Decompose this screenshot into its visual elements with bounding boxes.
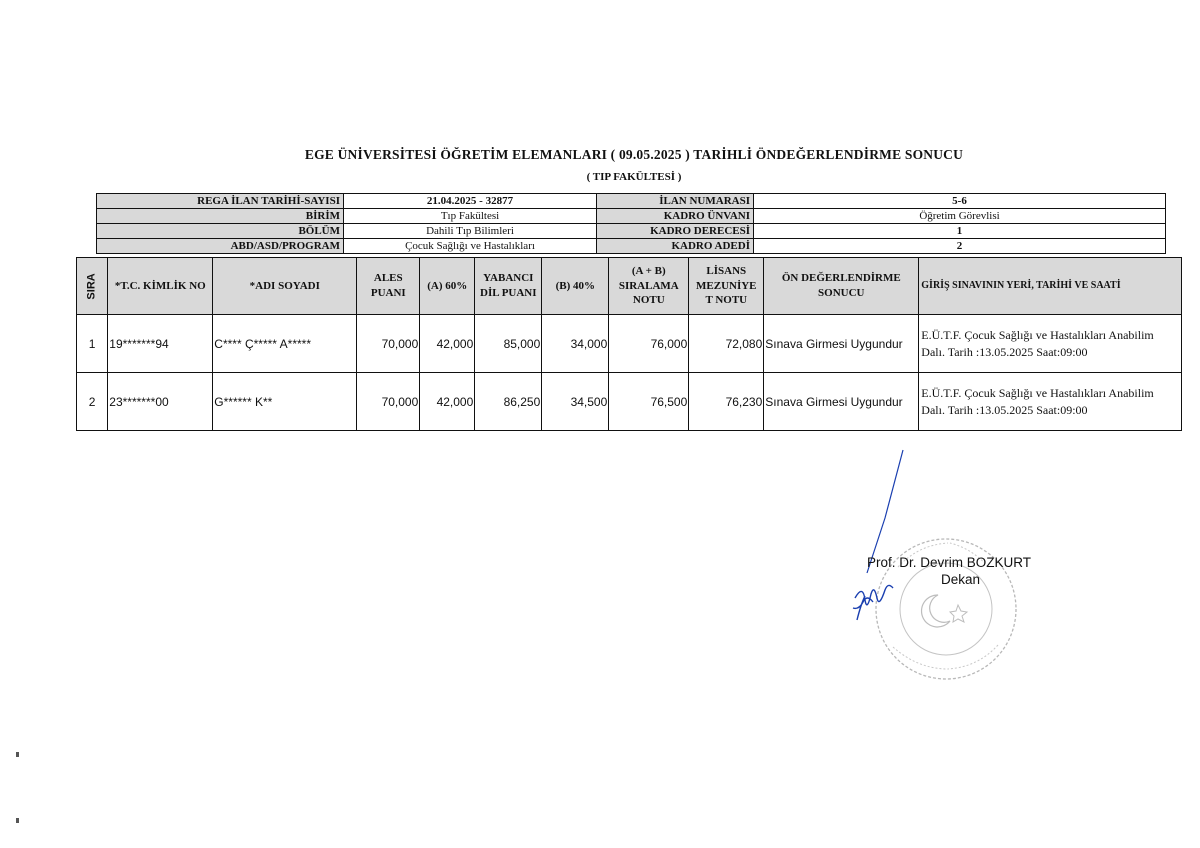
col-sonuc-header: ÖN DEĞERLENDİRME SONUCU bbox=[764, 258, 919, 315]
scan-artifact bbox=[16, 752, 19, 757]
row-sonuc: Sınava Girmesi Uygundur bbox=[764, 315, 919, 373]
col-ales-header: ALES PUANI bbox=[357, 258, 420, 315]
info-row bbox=[97, 239, 1166, 254]
signatory-title: Dekan bbox=[941, 572, 981, 587]
birim-value: Tıp Fakültesi bbox=[344, 209, 597, 224]
col-siralama-header: (A + B) SIRALAMA NOTU bbox=[609, 258, 689, 315]
rega-label: REGA İLAN TARİHİ-SAYISI bbox=[97, 194, 344, 209]
row-ales: 70,000 bbox=[357, 315, 420, 373]
rega-value: 21.04.2025 - 32877 bbox=[344, 194, 597, 209]
row-b: 34,500 bbox=[542, 373, 609, 431]
bolum-value: Dahili Tıp Bilimleri bbox=[344, 224, 597, 239]
col-sira-header bbox=[77, 258, 108, 315]
table-row bbox=[77, 373, 1182, 431]
row-a: 42,000 bbox=[420, 373, 475, 431]
kadro-unvani-label: KADRO ÜNVANI bbox=[597, 209, 754, 224]
row-lisans: 72,080 bbox=[689, 315, 764, 373]
row-giris: E.Ü.T.F. Çocuk Sağlığı ve Hastalıkları Anabilim Dalı. Tarih :13.05.2025 Saat:09:00 bbox=[919, 373, 1182, 431]
sira-header-label: SIRA bbox=[85, 272, 98, 300]
row-siralama: 76,000 bbox=[609, 315, 689, 373]
kadro-adedi-label: KADRO ADEDİ bbox=[597, 239, 754, 254]
row-sira: 2 bbox=[77, 373, 108, 431]
kadro-derecesi-label: KADRO DERECESİ bbox=[597, 224, 754, 239]
kadro-derecesi-value: 1 bbox=[754, 224, 1166, 239]
ilan-no-label: İLAN NUMARASI bbox=[597, 194, 754, 209]
info-row bbox=[97, 194, 1166, 209]
row-a: 42,000 bbox=[420, 315, 475, 373]
row-ales: 70,000 bbox=[357, 373, 420, 431]
table-row bbox=[77, 315, 1182, 373]
row-tc: 23*******00 bbox=[108, 373, 213, 431]
signature-scribble bbox=[845, 448, 915, 648]
col-yabanci-header: YABANCI DİL PUANI bbox=[475, 258, 542, 315]
col-b-header: (B) 40% bbox=[542, 258, 609, 315]
col-ad-header: *ADI SOYADI bbox=[213, 258, 357, 315]
results-table bbox=[76, 257, 1182, 431]
row-yabanci: 85,000 bbox=[475, 315, 542, 373]
row-lisans: 76,230 bbox=[689, 373, 764, 431]
abd-value: Çocuk Sağlığı ve Hastalıkları bbox=[344, 239, 597, 254]
scan-artifact bbox=[16, 818, 19, 823]
ilan-no-value: 5-6 bbox=[754, 194, 1166, 209]
birim-label: BİRİM bbox=[97, 209, 344, 224]
row-siralama: 76,500 bbox=[609, 373, 689, 431]
info-row bbox=[97, 209, 1166, 224]
col-tc-header: *T.C. KİMLİK NO bbox=[108, 258, 213, 315]
row-sira: 1 bbox=[77, 315, 108, 373]
document-title: EGE ÜNİVERSİTESİ ÖĞRETİM ELEMANLARI ( 09.05.2025 ) TARİHLİ ÖNDEĞERLENDİRME SONUCU bbox=[304, 147, 964, 162]
row-yabanci: 86,250 bbox=[475, 373, 542, 431]
col-a-header: (A) 60% bbox=[420, 258, 475, 315]
announcement-info-table bbox=[96, 193, 1166, 254]
row-sonuc: Sınava Girmesi Uygundur bbox=[764, 373, 919, 431]
row-tc: 19*******94 bbox=[108, 315, 213, 373]
abd-label: ABD/ASD/PROGRAM bbox=[97, 239, 344, 254]
signatory-name: Prof. Dr. Devrim BOZKURT bbox=[867, 555, 1032, 570]
bolum-label: BÖLÜM bbox=[97, 224, 344, 239]
results-header-row bbox=[77, 258, 1182, 315]
info-row bbox=[97, 224, 1166, 239]
row-giris: E.Ü.T.F. Çocuk Sağlığı ve Hastalıkları Anabilim Dalı. Tarih :13.05.2025 Saat:09:00 bbox=[919, 315, 1182, 373]
col-lisans-header: LİSANS MEZUNİYE T NOTU bbox=[689, 258, 764, 315]
row-ad: G****** K** bbox=[213, 373, 357, 431]
document-subtitle: ( TIP FAKÜLTESİ ) bbox=[586, 171, 682, 183]
row-ad: C**** Ç***** A***** bbox=[213, 315, 357, 373]
col-giris-header: GİRİŞ SINAVININ YERİ, TARİHİ VE SAATİ bbox=[919, 258, 1182, 315]
kadro-unvani-value: Öğretim Görevlisi bbox=[754, 209, 1166, 224]
row-b: 34,000 bbox=[542, 315, 609, 373]
kadro-adedi-value: 2 bbox=[754, 239, 1166, 254]
